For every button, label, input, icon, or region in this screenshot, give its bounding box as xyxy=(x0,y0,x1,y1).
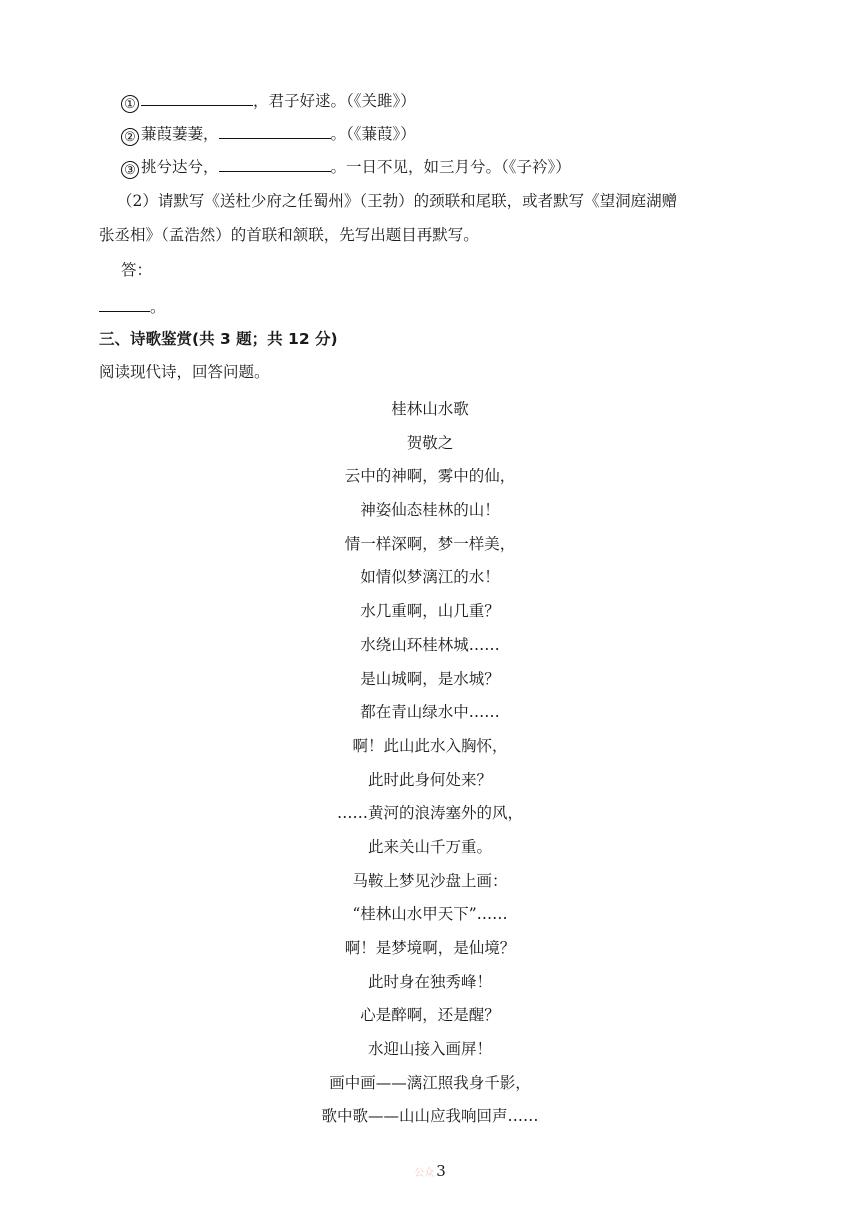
page-footer xyxy=(0,1162,860,1180)
item-text-2-before: 蒹葭萋萋， xyxy=(141,125,219,143)
poem-line: 是山城啊，是水城？ xyxy=(360,669,500,688)
page-number: 3 xyxy=(436,1162,446,1180)
poem-line: 水迎山接入画屏！ xyxy=(367,1040,492,1059)
poem-line: 如情似梦漓江的水！ xyxy=(360,568,500,587)
poem-line: 画中画——漓江照我身千影， xyxy=(329,1073,531,1092)
poem-line: 水几重啊，山几重？ xyxy=(360,602,500,621)
fill-item-3 xyxy=(121,155,571,179)
poem-author: 贺敬之 xyxy=(406,433,454,452)
poem-line: 此时此身何处来？ xyxy=(367,770,492,789)
answer-line xyxy=(99,295,166,318)
poem-line: 都在青山绿水中…… xyxy=(360,703,500,722)
item-number-2: ② xyxy=(121,128,139,146)
poem-line: 心是醉啊，还是醒？ xyxy=(360,1006,500,1025)
poem-title: 桂林山水歌 xyxy=(391,400,469,418)
poem-line: ……黄河的浪涛塞外的风， xyxy=(336,804,523,823)
item-number-1: ① xyxy=(121,95,139,113)
poem-line: “桂林山水甲天下”…… xyxy=(352,905,508,924)
item-text-1: ，君子好逑。（《关雎》） xyxy=(253,92,416,110)
section-instruction: 阅读现代诗，回答问题。 xyxy=(99,363,270,381)
poem-line: 啊！是梦境啊，是仙境？ xyxy=(344,939,516,957)
answer-blank-2[interactable] xyxy=(219,122,331,139)
item-number-3: ③ xyxy=(121,161,139,179)
item-text-2-after: 。（《蒹葭》） xyxy=(330,125,416,143)
item-text-3-before: 挑兮达兮， xyxy=(141,158,219,176)
watermark: 公众 xyxy=(414,1168,435,1179)
question2-line2: 张丞相》（孟浩然）的首联和颔联，先写出题目再默写。 xyxy=(99,226,479,244)
answer-end: 。 xyxy=(150,298,166,316)
answer-label: 答： xyxy=(121,261,153,279)
answer-blank-3[interactable] xyxy=(219,155,331,172)
fill-item-2 xyxy=(121,122,416,146)
poem-line: 马鞍上梦见沙盘上画： xyxy=(352,871,508,890)
poem-line: 啊！此山此水入胸怀， xyxy=(352,736,508,755)
fill-item-1 xyxy=(121,89,416,113)
poem-line: 神姿仙态桂林的山！ xyxy=(360,501,500,520)
answer-blank-1[interactable] xyxy=(141,89,253,106)
poem-line: 歌中歌——山山应我响回声…… xyxy=(321,1107,539,1126)
poem-line: 此来关山千万重。 xyxy=(367,837,492,856)
question2-line1: （2）请默写《送杜少府之任蜀州》（王勃）的颈联和尾联，或者默写《望洞庭湖赠 xyxy=(117,192,678,210)
poem-line: 水绕山环桂林城…… xyxy=(360,635,500,654)
poem-line: 云中的神啊，雾中的仙， xyxy=(344,467,516,486)
poem-line: 此时身在独秀峰！ xyxy=(367,972,492,991)
section-heading: 三、诗歌鉴赏(共 3 题；共 12 分) xyxy=(99,330,338,348)
poem-line: 情一样深啊，梦一样美， xyxy=(344,534,516,553)
answer-blank-4[interactable] xyxy=(99,295,150,312)
poem xyxy=(0,393,860,1134)
item-text-3-after: 。一日不见，如三月兮。（《子衿》） xyxy=(330,158,571,176)
